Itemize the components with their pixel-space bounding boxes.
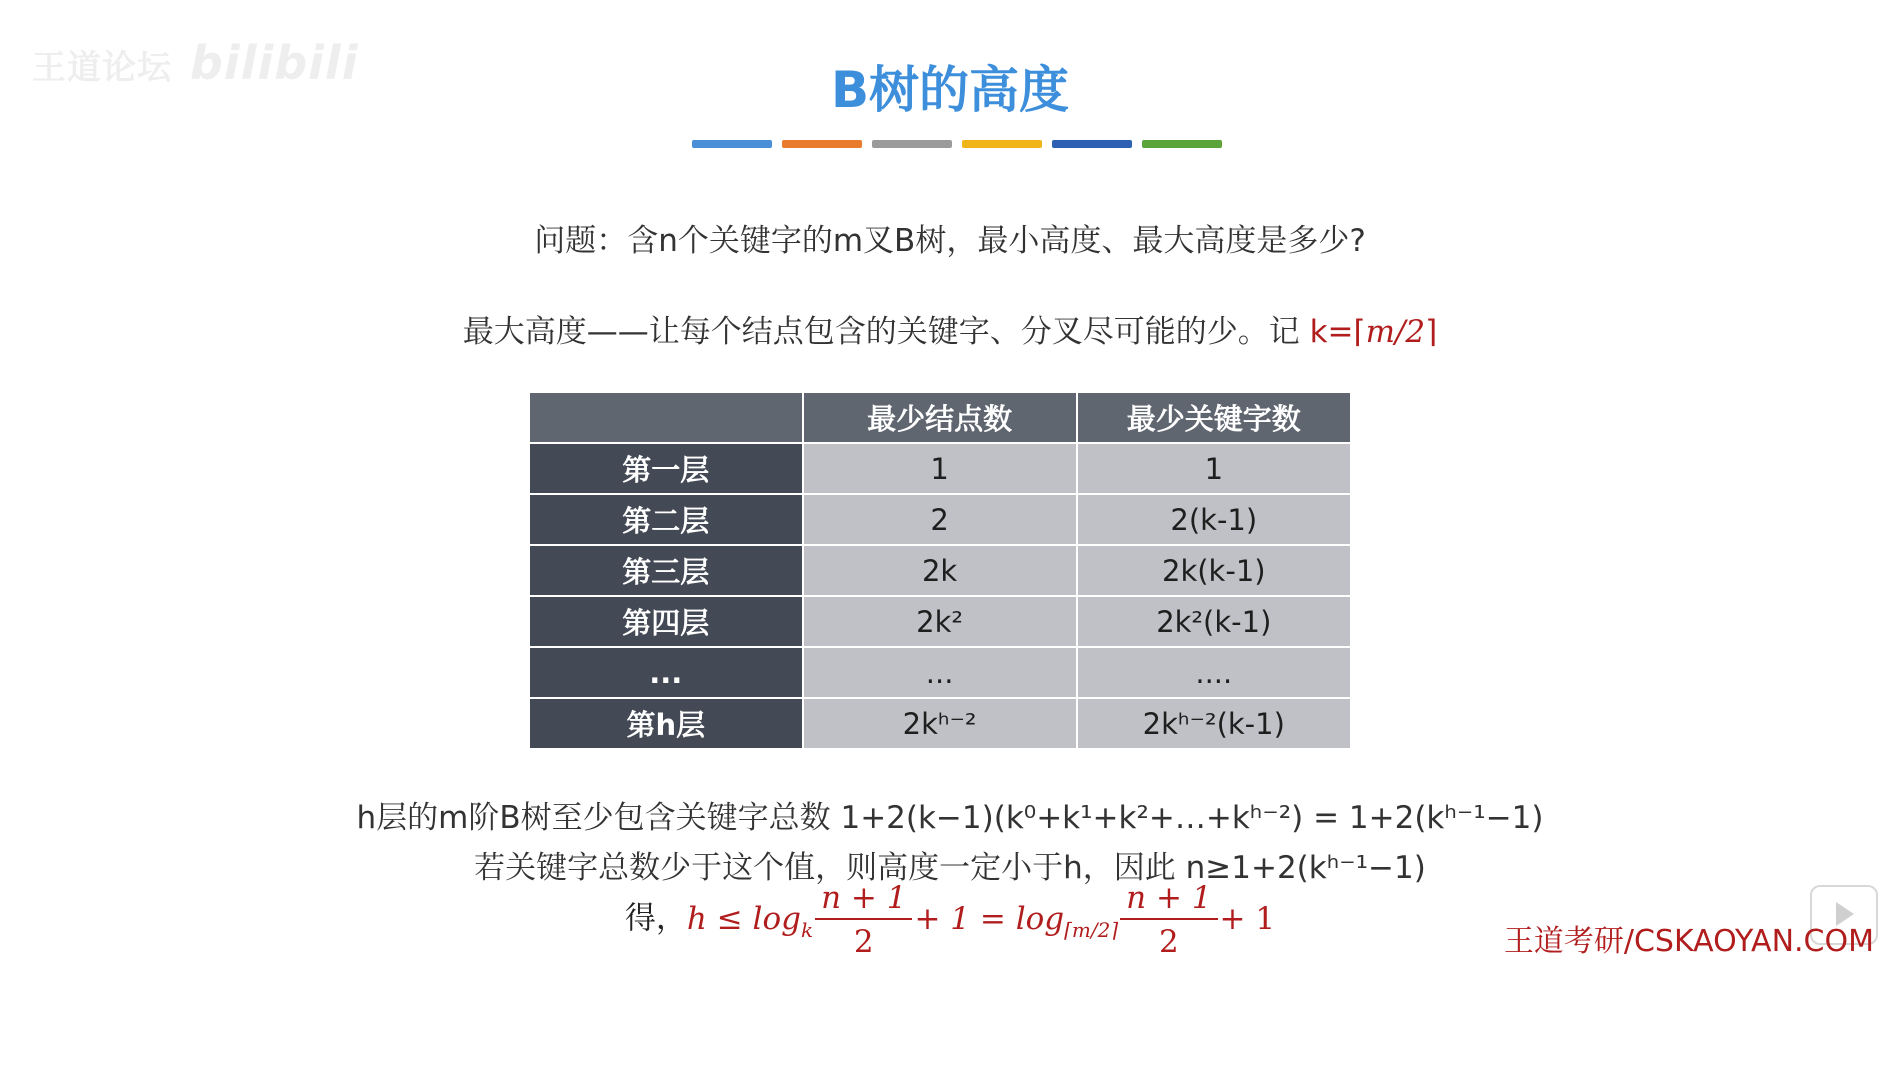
fraction-1	[815, 880, 912, 960]
color-bar	[692, 140, 772, 148]
fraction-num: n + 1	[815, 880, 912, 920]
table-header-row	[529, 392, 1351, 443]
max-height-line	[0, 306, 1900, 351]
footer-brand: 王道考研/CSKAOYAN.COM	[1503, 924, 1874, 959]
fraction-den: 2	[853, 924, 874, 960]
header-cell: 最少关键字数	[1077, 392, 1351, 443]
color-bar	[782, 140, 862, 148]
page-title: B树的高度	[830, 61, 1070, 119]
table-row	[529, 443, 1351, 494]
question-text: 问题：含n个关键字的m叉B树，最小高度、最大高度是多少?	[534, 223, 1366, 259]
keys-cell: 2k(k-1)	[1077, 545, 1351, 596]
k-var: m/2	[1365, 314, 1426, 350]
k-suffix: ⌉	[1425, 314, 1438, 350]
table-row	[529, 647, 1351, 698]
max-height-text: 最大高度——让每个结点包含的关键字、分叉尽可能的少。记	[462, 314, 1310, 350]
color-bar	[1142, 140, 1222, 148]
bilibili-logo: bilibili	[190, 36, 359, 90]
formula-lhs: h ≤ log	[686, 900, 801, 937]
table-row	[529, 698, 1351, 749]
nodes-cell: 2	[803, 494, 1077, 545]
nodes-cell: 1	[803, 443, 1077, 494]
table-row	[529, 545, 1351, 596]
summary-line-2: 若关键字总数少于这个值，则高度一定小于h，因此 n≥1+2(kʰ⁻¹−1)	[474, 850, 1426, 886]
keys-cell: 2(k-1)	[1077, 494, 1351, 545]
summary-line-1: h层的m阶B树至少包含关键字总数 1+2(k−1)(k⁰+k¹+k²+…+kʰ⁻²) = 1+2(kʰ⁻¹−1)	[356, 800, 1544, 836]
formula-body	[686, 880, 1276, 960]
row-label: 第h层	[529, 698, 803, 749]
nodes-cell: 2kʰ⁻²	[803, 698, 1077, 749]
color-bar	[1052, 140, 1132, 148]
nodes-cell: 2k²	[803, 596, 1077, 647]
watermark-text: 王道论坛	[32, 48, 172, 88]
header-cell	[529, 392, 803, 443]
header-cell: 最少结点数	[803, 392, 1077, 443]
table-row	[529, 596, 1351, 647]
fraction-num: n + 1	[1120, 880, 1217, 920]
fraction-2	[1120, 880, 1217, 960]
row-label: ...	[529, 647, 803, 698]
row-label: 第三层	[529, 545, 803, 596]
table-row	[529, 494, 1351, 545]
formula-sub2: ⌈m/2⌉	[1064, 917, 1119, 942]
nodes-cell: 2k	[803, 545, 1077, 596]
k-prefix: k=⌈	[1309, 314, 1366, 350]
keys-cell: 2k²(k-1)	[1077, 596, 1351, 647]
color-bar	[962, 140, 1042, 148]
nodes-cell: ...	[803, 647, 1077, 698]
fraction-den: 2	[1158, 924, 1179, 960]
height-table	[528, 391, 1352, 750]
keys-cell: 2kʰ⁻²(k-1)	[1077, 698, 1351, 749]
formula-mid: + 1 = log	[914, 900, 1065, 937]
row-label: 第二层	[529, 494, 803, 545]
formula-sub1: k	[800, 917, 814, 942]
formula-end: + 1	[1219, 900, 1276, 937]
row-label: 第四层	[529, 596, 803, 647]
formula-prefix: 得，	[624, 900, 687, 937]
keys-cell: ....	[1077, 647, 1351, 698]
row-label: 第一层	[529, 443, 803, 494]
color-bars	[692, 140, 1222, 148]
k-definition	[1310, 314, 1438, 350]
keys-cell: 1	[1077, 443, 1351, 494]
color-bar	[872, 140, 952, 148]
